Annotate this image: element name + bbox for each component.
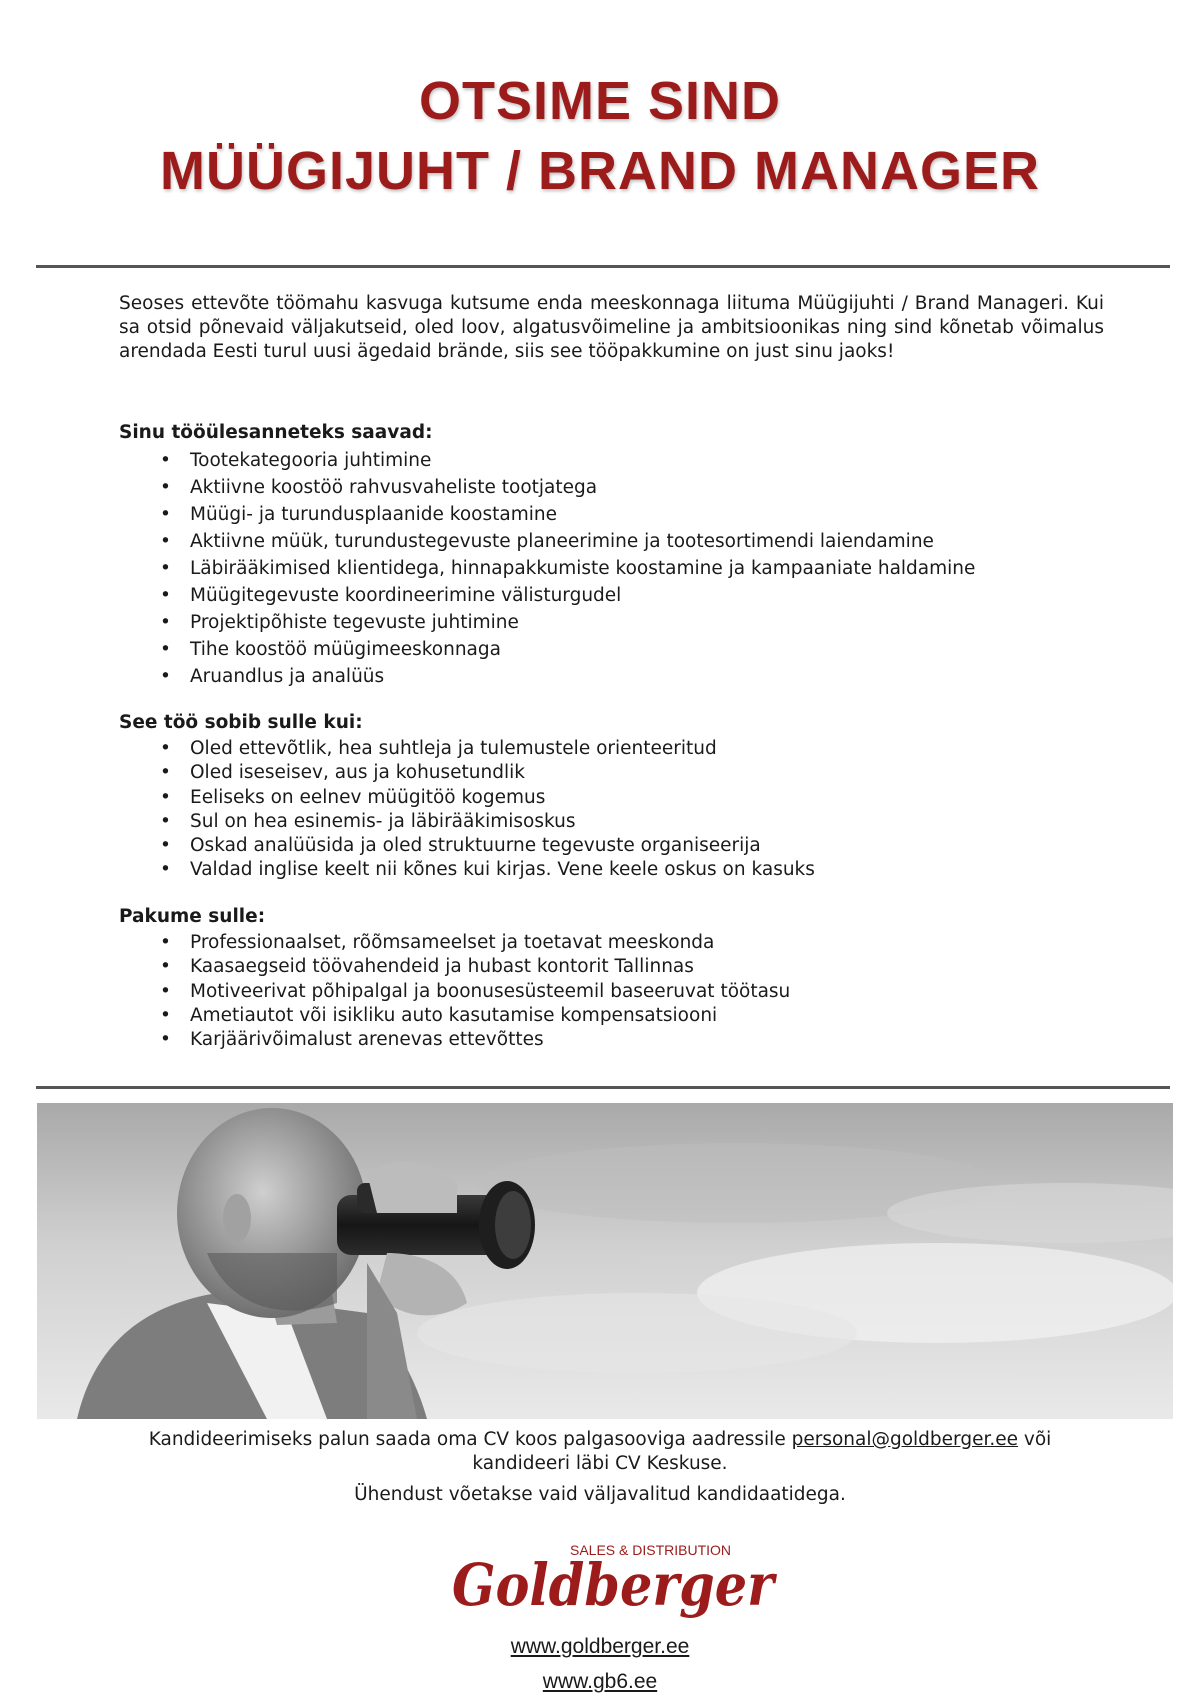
website-link-goldberger[interactable]: www.goldberger.ee	[510, 1635, 690, 1658]
list-item: • Valdad inglise keelt nii kõnes kui kirjas. Vene keele oskus on kasuks	[160, 858, 815, 882]
fit-heading: See töö sobib sulle kui:	[119, 712, 363, 733]
contact-line-2: kandideeri läbi CV Keskuse.	[472, 1453, 728, 1474]
offer-heading: Pakume sulle:	[119, 906, 266, 927]
list-item: • Oled ettevõtlik, hea suhtleja ja tulemustele orienteeritud	[160, 737, 815, 761]
tasks-heading: Sinu tööülesanneteks saavad:	[119, 422, 433, 443]
website-link-gb6[interactable]: www.gb6.ee	[542, 1670, 658, 1693]
list-item: • Professionaalset, rõõmsameelset ja toetavat meeskonda	[160, 931, 790, 955]
list-item: • Kaasaegseid töövahendeid ja hubast kontorit Tallinnas	[160, 955, 790, 979]
list-item: • Läbirääkimised klientidega, hinnapakkumiste koostamine ja kampaaniate haldamine	[160, 555, 975, 582]
list-item: • Aktiivne koostöö rahvusvaheliste tootjatega	[160, 474, 975, 501]
list-item: • Oled iseseisev, aus ja kohusetundlik	[160, 761, 815, 785]
list-item: • Karjäärivõimalust arenevas ettevõttes	[160, 1028, 790, 1052]
divider-bottom	[36, 1086, 1170, 1089]
email-link[interactable]: personal@goldberger.ee	[791, 1429, 1019, 1450]
list-item: • Oskad analüüsida ja oled struktuurne tegevuste organiseerija	[160, 834, 815, 858]
contact-line-3: Ühendust võetakse vaid väljavalitud kandidaatidega.	[354, 1484, 846, 1505]
list-item: • Motiveerivat põhipalgal ja boonusesüsteemil baseeruvat töötasu	[160, 980, 790, 1004]
list-item: • Ametiautot või isikliku auto kasutamise kompensatsiooni	[160, 1004, 790, 1028]
title-line-1: OTSIME SIND	[418, 71, 782, 131]
fit-list	[160, 737, 815, 883]
list-item: • Tihe koostöö müügimeeskonnaga	[160, 636, 975, 663]
list-item: • Eeliseks on eelnev müügitöö kogemus	[160, 786, 815, 810]
contact-text: Kandideerimiseks palun saada oma CV koos palgasooviga aadressile	[148, 1429, 792, 1450]
logo-tagline: SALES & DISTRIBUTION	[570, 1542, 732, 1558]
list-item: • Projektipõhiste tegevuste juhtimine	[160, 609, 975, 636]
list-item: • Tootekategooria juhtimine	[160, 447, 975, 474]
title-line-2: MÜÜGIJUHT / BRAND MANAGER	[160, 141, 1040, 201]
list-item: • Müügitegevuste koordineerimine välisturgudel	[160, 582, 975, 609]
list-item: • Sul on hea esinemis- ja läbirääkimisoskus	[160, 810, 815, 834]
binoculars-man-photo	[37, 1103, 1173, 1419]
logo-wordmark: Goldberger	[452, 1551, 778, 1619]
contact-line-1	[0, 1428, 1200, 1452]
list-item: • Müügi- ja turundusplaanide koostamine	[160, 501, 975, 528]
contact-text-end: või	[1018, 1429, 1052, 1450]
goldberger-logo	[450, 1535, 780, 1625]
tasks-list	[160, 447, 975, 690]
list-item: • Aruandlus ja analüüs	[160, 663, 975, 690]
list-item: • Aktiivne müük, turundustegevuste planeerimine ja tootesortimendi laiendamine	[160, 528, 975, 555]
intro-paragraph: Seoses ettevõte töömahu kasvuga kutsume enda meeskonnaga liituma Müügijuhti / Brand Manageri. Kui sa otsid põnevaid väljakutseid, oled loov, algatusvõimeline ja ambitsioonikas ning sind kõnetab võimalus arendada Eesti turul uusi ägedaid brände, siis see tööpakkumine on just sinu jaoks!	[119, 293, 1104, 362]
offer-list	[160, 931, 790, 1052]
divider-top	[36, 265, 1170, 268]
